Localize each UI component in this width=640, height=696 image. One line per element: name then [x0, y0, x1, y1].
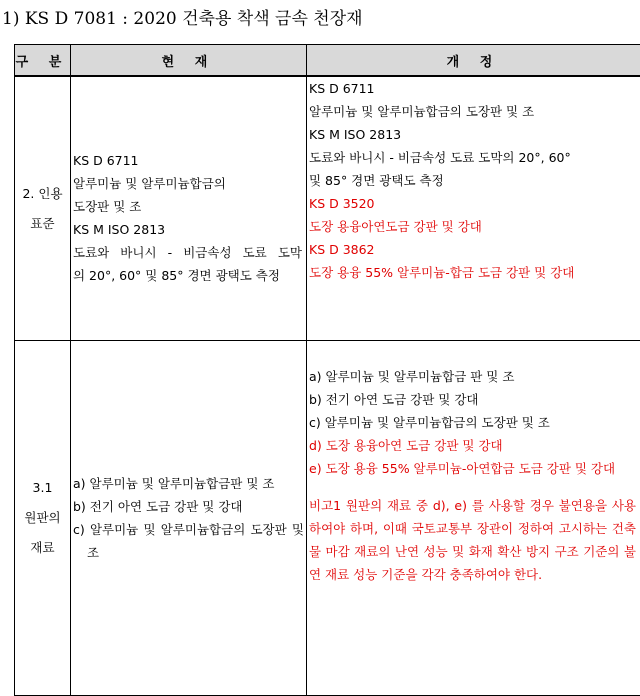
row-label-base-material: 3.1 원판의 재료	[15, 341, 71, 696]
added-material-item: d) 도장 용융아연 도금 강판 및 강대	[309, 434, 640, 457]
revised-text: KS D 6711 알루미늄 및 알루미늄합금의 도장판 및 조 KS M ISO 2813 도료와 바니시 - 비금속성 도료 도막의 20°, 60° 및 85° 경면 광택도 측정 KS D 3520 도장 용융아연도금 강판 및 강대 KS D 3862 도장 용융 55% 알루미늄-합금 도금 강판 및 강대	[307, 76, 640, 341]
current-text: KS D 6711 알루미늄 및 알루미늄합금의 도장판 및 조 KS M ISO 2813 도료와 바니시 - 비금속성 도료 도막 의 20°, 60° 및 85° 경면 광택도 측정	[71, 76, 307, 341]
added-standard-title: 도장 용융아연도금 강판 및 강대	[309, 215, 640, 238]
table-header-row	[15, 45, 640, 77]
added-standard-code: KS D 3520	[309, 192, 640, 215]
section-title: 1) KS D 7081 : 2020 건축용 착색 금속 천장재	[2, 4, 363, 29]
header-current: 현 재	[71, 45, 307, 77]
table-row	[15, 341, 640, 696]
header-revised: 개 정	[307, 45, 640, 77]
added-standard-title: 도장 용융 55% 알루미늄-합금 도금 강판 및 강대	[309, 261, 640, 284]
added-material-item: e) 도장 용융 55% 알루미늄-아연합금 도금 강판 및 강대	[309, 457, 640, 480]
revised-text: a) 알루미늄 및 알루미늄합금 판 및 조 b) 전기 아연 도금 강판 및 강대 c) 알루미늄 및 알루미늄합금의 도장판 및 조 d) 도장 용융아연 도금 강판 및 강대 e) 도장 용융 55% 알루미늄-아연합금 도금 강판 및 강대 비고1 원판의 재료 중 d), e) 를 사용할 경우 불연용을 사용하여야 하며, 이때 국토교통부 장관이 정하여 고시하는 건축물 마감 재료의 난연 성능 및 화재 확산 방지 구조 기준의 불연 재료 성능 기준을 각각 충족하여야 한다.	[307, 341, 640, 696]
header-category: 구 분	[15, 45, 71, 77]
revision-note: 비고1 원판의 재료 중 d), e) 를 사용할 경우 불연용을 사용하여야 하며, 이때 국토교통부 장관이 정하여 고시하는 건축물 마감 재료의 난연 성능 및 화재 확산 방지 구조 기준의 불연 재료 성능 기준을 각각 충족하여야 한다.	[309, 494, 640, 586]
revision-table	[14, 44, 640, 696]
table-row	[15, 76, 640, 341]
row-label-referenced-standards: 2. 인용 표준	[15, 76, 71, 341]
added-standard-code: KS D 3862	[309, 238, 640, 261]
current-text: a) 알루미늄 및 알루미늄합금판 및 조 b) 전기 아연 도금 강판 및 강대 c) 알루미늄 및 알루미늄합금의 도장판 및 조	[71, 341, 307, 696]
